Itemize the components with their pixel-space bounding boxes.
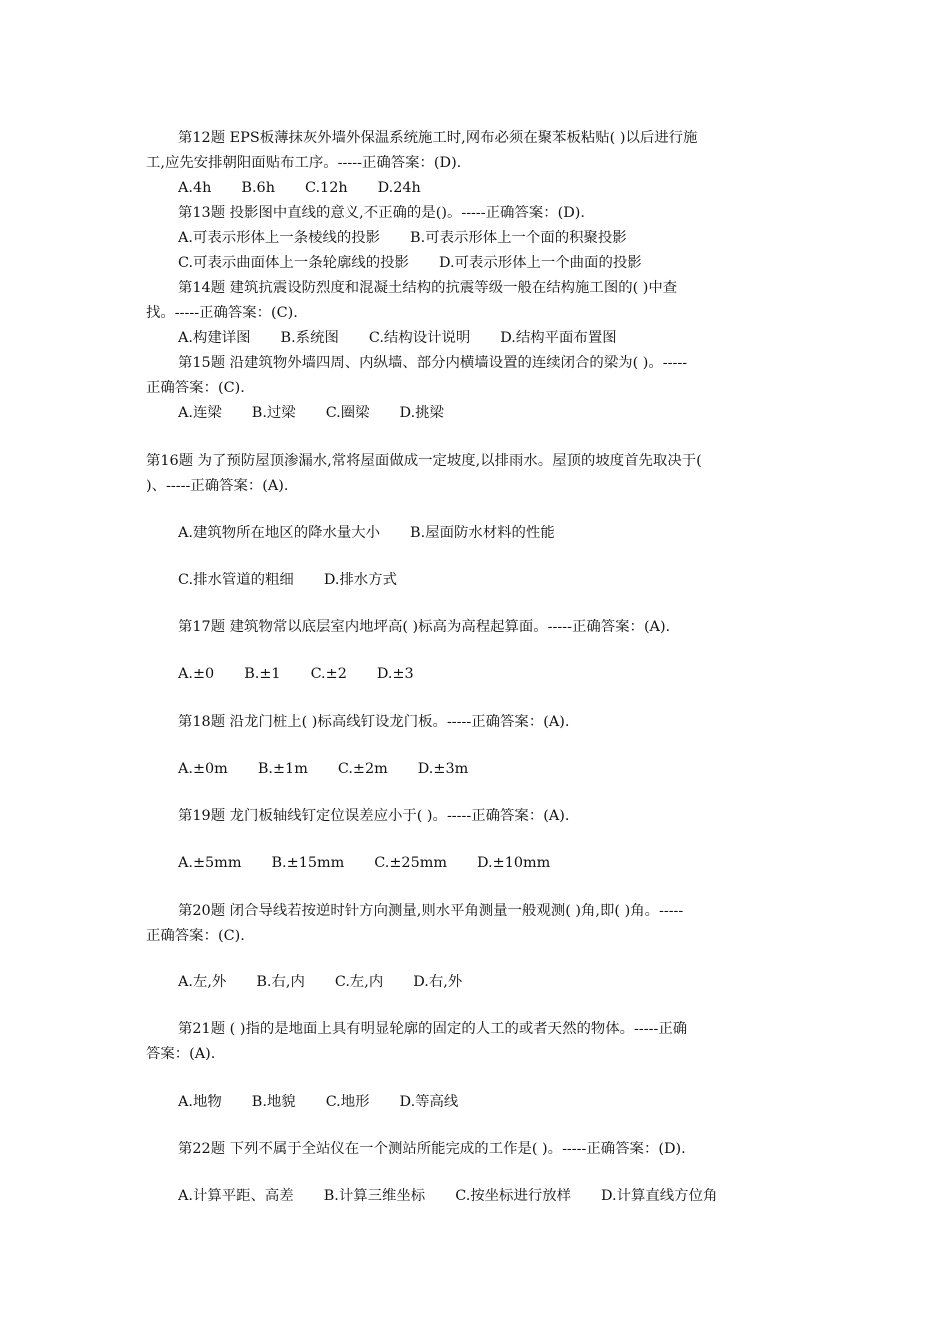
question-21-options <box>178 1093 806 1111</box>
option-b: B.地貌 <box>251 1094 296 1110</box>
question-21-text-cont: 答案：(A). <box>146 1046 216 1062</box>
question-19-text: 第19题 龙门板轴线钉定位误差应小于( )。-----正确答案：(A). <box>178 808 570 824</box>
option-c: C.±25mm <box>374 855 448 871</box>
option-c: C.±2m <box>337 761 388 777</box>
option-a: A.±0 <box>178 666 215 682</box>
question-17-text: 第17题 建筑物常以底层室内地坪高( )标高为高程起算面。-----正确答案：(A). <box>178 619 671 635</box>
option-d: D.等高线 <box>399 1094 459 1110</box>
option-b: B.计算三维坐标 <box>323 1188 426 1204</box>
question-16-text-cont: )、-----正确答案：(A). <box>146 478 289 494</box>
option-a: A.连梁 <box>178 405 222 421</box>
question-13-text: 第13题 投影图中直线的意义,不正确的是()。-----正确答案：(D). <box>178 205 585 221</box>
option-b: B.过梁 <box>251 405 296 421</box>
question-15-text-cont: 正确答案：(C). <box>146 380 245 396</box>
option-b: B.屋面防水材料的性能 <box>410 525 555 541</box>
option-a: A.构建详图 <box>178 330 251 346</box>
question-15-text: 第15题 沿建筑物外墙四周、内纵墙、部分内横墙设置的连续闭合的梁为( )。----- <box>178 355 688 371</box>
option-d: D.结构平面布置图 <box>500 330 617 346</box>
option-c: C.12h <box>304 180 348 196</box>
option-c: C.左,内 <box>334 974 384 990</box>
option-b: B.±1m <box>257 761 308 777</box>
question-12-options <box>178 179 806 197</box>
option-d: D.计算直线方位角 <box>601 1188 718 1204</box>
question-22-options <box>178 1187 806 1205</box>
option-b: B.右,内 <box>256 974 305 990</box>
question-12-text-cont: 工,应先安排朝阳面贴布工序。-----正确答案：(D). <box>146 155 462 171</box>
option-a: A.可表示形体上一条棱线的投影 <box>178 230 381 246</box>
option-c: C.地形 <box>325 1094 370 1110</box>
question-22-text: 第22题 下列不属于全站仪在一个测站所能完成的工作是( )。-----正确答案：(D). <box>178 1141 686 1157</box>
option-b: B.6h <box>241 180 275 196</box>
question-16-options-row1 <box>178 524 806 542</box>
option-c: C.按坐标进行放样 <box>455 1188 572 1204</box>
option-d: D.±3m <box>417 761 469 777</box>
question-15-options <box>178 404 806 422</box>
option-d: D.可表示形体上一个曲面的投影 <box>438 255 642 271</box>
question-19-options <box>178 854 806 872</box>
option-b: B.±15mm <box>271 855 345 871</box>
option-d: D.右,外 <box>413 974 463 990</box>
option-d: D.24h <box>377 180 421 196</box>
question-20-text-cont: 正确答案：(C). <box>146 928 245 944</box>
question-18-text: 第18题 沿龙门桩上( )标高线钉设龙门板。-----正确答案：(A). <box>178 714 570 730</box>
option-a: A.左,外 <box>178 974 227 990</box>
question-13-options-row1 <box>178 229 806 247</box>
question-17-options <box>178 665 806 683</box>
option-a: A.4h <box>178 180 212 196</box>
question-21-text: 第21题 ( )指的是地面上具有明显轮廓的固定的人工的或者天然的物体。-----正确 <box>178 1021 688 1037</box>
option-d: D.±10mm <box>477 855 551 871</box>
option-b: B.系统图 <box>280 330 339 346</box>
option-b: B.可表示形体上一个面的积聚投影 <box>410 230 627 246</box>
option-a: A.地物 <box>178 1094 222 1110</box>
option-c: C.排水管道的粗细 <box>178 572 294 588</box>
option-a: A.±5mm <box>178 855 242 871</box>
option-d: D.排水方式 <box>323 572 397 588</box>
option-c: C.可表示曲面体上一条轮廓线的投影 <box>178 255 409 271</box>
question-18-options <box>178 760 806 778</box>
question-20-options <box>178 973 806 991</box>
option-c: C.±2 <box>310 666 347 682</box>
option-a: A.±0m <box>178 761 228 777</box>
option-d: D.±3 <box>376 666 414 682</box>
option-c: C.结构设计说明 <box>368 330 471 346</box>
option-a: A.建筑物所在地区的降水量大小 <box>178 525 381 541</box>
question-13-options-row2 <box>178 254 806 272</box>
question-14-options <box>178 329 806 347</box>
question-12-text: 第12题 EPS板薄抹灰外墙外保温系统施工时,网布必须在聚苯板粘贴( )以后进行施 <box>178 130 698 146</box>
question-14-text: 第14题 建筑抗震设防烈度和混凝土结构的抗震等级一般在结构施工图的( )中查 <box>178 280 678 296</box>
question-20-text: 第20题 闭合导线若按逆时针方向测量,则水平角测量一般观测( )角,即( )角。----- <box>178 903 684 919</box>
option-c: C.圈梁 <box>325 405 370 421</box>
question-16-text: 第16题 为了预防屋顶渗漏水,常将屋面做成一定坡度,以排雨水。屋顶的坡度首先取决于( <box>146 453 702 469</box>
question-14-text-cont: 找。-----正确答案：(C). <box>146 305 298 321</box>
option-d: D.挑梁 <box>399 405 444 421</box>
question-16-options-row2 <box>178 571 806 589</box>
option-b: B.±1 <box>244 666 281 682</box>
option-a: A.计算平距、高差 <box>178 1188 294 1204</box>
